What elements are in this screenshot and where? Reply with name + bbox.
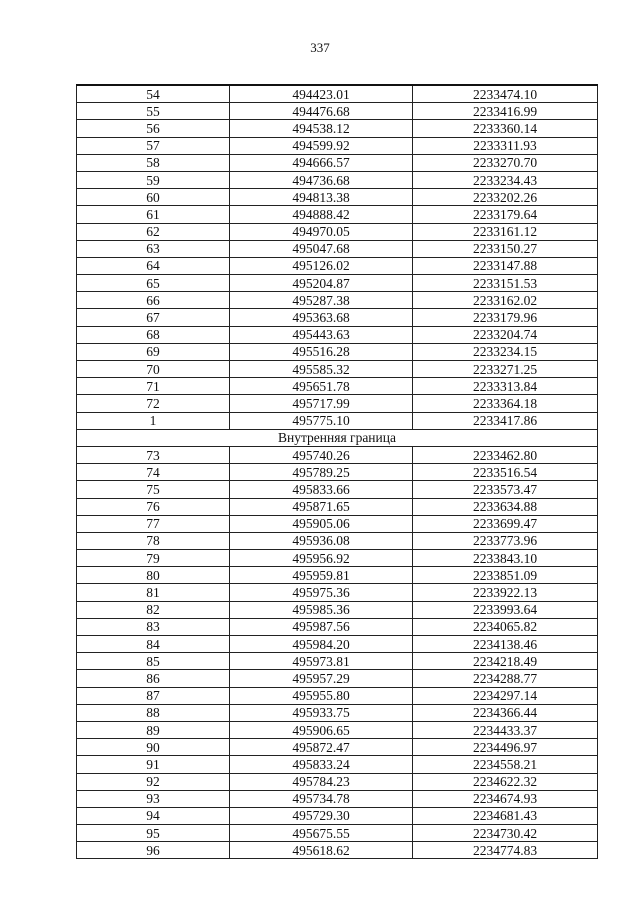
- x-coordinate-cell: 495833.66: [230, 481, 413, 498]
- point-number-cell: 64: [77, 257, 230, 274]
- section-title: Внутренняя граница: [77, 429, 598, 446]
- table-row: [77, 825, 598, 842]
- x-coordinate-cell: 494736.68: [230, 171, 413, 188]
- x-coordinate-cell: 495651.78: [230, 378, 413, 395]
- y-coordinate-cell: 2234433.37: [413, 721, 598, 738]
- point-number-cell: 74: [77, 464, 230, 481]
- table-row: [77, 773, 598, 790]
- table-row: [77, 378, 598, 395]
- y-coordinate-cell: 2234288.77: [413, 670, 598, 687]
- point-number-cell: 73: [77, 446, 230, 463]
- y-coordinate-cell: 2233851.09: [413, 567, 598, 584]
- y-coordinate-cell: 2233311.93: [413, 137, 598, 154]
- point-number-cell: 78: [77, 532, 230, 549]
- x-coordinate-cell: 495740.26: [230, 446, 413, 463]
- point-number-cell: 57: [77, 137, 230, 154]
- point-number-cell: 67: [77, 309, 230, 326]
- table-row: [77, 292, 598, 309]
- y-coordinate-cell: 2233516.54: [413, 464, 598, 481]
- table-row: [77, 120, 598, 137]
- y-coordinate-cell: 2234496.97: [413, 739, 598, 756]
- y-coordinate-cell: 2234674.93: [413, 790, 598, 807]
- x-coordinate-cell: 494813.38: [230, 189, 413, 206]
- y-coordinate-cell: 2233364.18: [413, 395, 598, 412]
- x-coordinate-cell: 495775.10: [230, 412, 413, 429]
- x-coordinate-cell: 495734.78: [230, 790, 413, 807]
- point-number-cell: 68: [77, 326, 230, 343]
- y-coordinate-cell: 2233150.27: [413, 240, 598, 257]
- point-number-cell: 86: [77, 670, 230, 687]
- table-row: [77, 721, 598, 738]
- y-coordinate-cell: 2233922.13: [413, 584, 598, 601]
- point-number-cell: 92: [77, 773, 230, 790]
- y-coordinate-cell: 2233179.96: [413, 309, 598, 326]
- table-row: [77, 154, 598, 171]
- table-row: [77, 395, 598, 412]
- table-row: [77, 515, 598, 532]
- x-coordinate-cell: 495618.62: [230, 842, 413, 859]
- table-row: [77, 223, 598, 240]
- x-coordinate-cell: 495906.65: [230, 721, 413, 738]
- y-coordinate-cell: 2233474.10: [413, 85, 598, 103]
- y-coordinate-cell: 2233417.86: [413, 412, 598, 429]
- table-row: [77, 670, 598, 687]
- table-row: [77, 309, 598, 326]
- point-number-cell: 81: [77, 584, 230, 601]
- y-coordinate-cell: 2234297.14: [413, 687, 598, 704]
- x-coordinate-cell: 495975.36: [230, 584, 413, 601]
- y-coordinate-cell: 2233151.53: [413, 275, 598, 292]
- table-row: [77, 446, 598, 463]
- y-coordinate-cell: 2233462.80: [413, 446, 598, 463]
- x-coordinate-cell: 495047.68: [230, 240, 413, 257]
- point-number-cell: 90: [77, 739, 230, 756]
- table-row: [77, 653, 598, 670]
- point-number-cell: 82: [77, 601, 230, 618]
- coordinates-table-body: [77, 85, 598, 859]
- table-row: [77, 275, 598, 292]
- y-coordinate-cell: 2233179.64: [413, 206, 598, 223]
- y-coordinate-cell: 2234622.32: [413, 773, 598, 790]
- y-coordinate-cell: 2233234.43: [413, 171, 598, 188]
- table-row: [77, 326, 598, 343]
- point-number-cell: 66: [77, 292, 230, 309]
- table-row: [77, 584, 598, 601]
- y-coordinate-cell: 2233162.02: [413, 292, 598, 309]
- x-coordinate-cell: 495872.47: [230, 739, 413, 756]
- point-number-cell: 75: [77, 481, 230, 498]
- x-coordinate-cell: 495984.20: [230, 636, 413, 653]
- y-coordinate-cell: 2233773.96: [413, 532, 598, 549]
- point-number-cell: 76: [77, 498, 230, 515]
- x-coordinate-cell: 495516.28: [230, 343, 413, 360]
- y-coordinate-cell: 2234218.49: [413, 653, 598, 670]
- point-number-cell: 88: [77, 704, 230, 721]
- point-number-cell: 96: [77, 842, 230, 859]
- table-row: [77, 85, 598, 103]
- point-number-cell: 94: [77, 807, 230, 824]
- x-coordinate-cell: 495987.56: [230, 618, 413, 635]
- page-number: 337: [310, 40, 330, 55]
- table-row: [77, 361, 598, 378]
- table-row: [77, 240, 598, 257]
- point-number-cell: 63: [77, 240, 230, 257]
- table-row: [77, 550, 598, 567]
- y-coordinate-cell: 2233202.26: [413, 189, 598, 206]
- table-row: [77, 257, 598, 274]
- x-coordinate-cell: 494666.57: [230, 154, 413, 171]
- x-coordinate-cell: 495959.81: [230, 567, 413, 584]
- y-coordinate-cell: 2234138.46: [413, 636, 598, 653]
- table-row: [77, 532, 598, 549]
- point-number-cell: 1: [77, 412, 230, 429]
- y-coordinate-cell: 2233204.74: [413, 326, 598, 343]
- section-row: [77, 429, 598, 446]
- x-coordinate-cell: 494476.68: [230, 103, 413, 120]
- point-number-cell: 55: [77, 103, 230, 120]
- table-row: [77, 687, 598, 704]
- x-coordinate-cell: 495957.29: [230, 670, 413, 687]
- y-coordinate-cell: 2234366.44: [413, 704, 598, 721]
- table-row: [77, 739, 598, 756]
- table-row: [77, 790, 598, 807]
- point-number-cell: 59: [77, 171, 230, 188]
- y-coordinate-cell: 2233161.12: [413, 223, 598, 240]
- x-coordinate-cell: 495729.30: [230, 807, 413, 824]
- point-number-cell: 84: [77, 636, 230, 653]
- y-coordinate-cell: 2233360.14: [413, 120, 598, 137]
- table-row: [77, 704, 598, 721]
- x-coordinate-cell: 495973.81: [230, 653, 413, 670]
- y-coordinate-cell: 2233147.88: [413, 257, 598, 274]
- table-row: [77, 636, 598, 653]
- x-coordinate-cell: 495363.68: [230, 309, 413, 326]
- y-coordinate-cell: 2233270.70: [413, 154, 598, 171]
- y-coordinate-cell: 2234065.82: [413, 618, 598, 635]
- table-row: [77, 567, 598, 584]
- x-coordinate-cell: 495955.80: [230, 687, 413, 704]
- table-row: [77, 842, 598, 859]
- y-coordinate-cell: 2234730.42: [413, 825, 598, 842]
- table-row: [77, 756, 598, 773]
- x-coordinate-cell: 495871.65: [230, 498, 413, 515]
- coordinates-table: [76, 84, 598, 859]
- table-row: [77, 601, 598, 618]
- x-coordinate-cell: 495675.55: [230, 825, 413, 842]
- y-coordinate-cell: 2234774.83: [413, 842, 598, 859]
- point-number-cell: 71: [77, 378, 230, 395]
- table-row: [77, 464, 598, 481]
- y-coordinate-cell: 2234558.21: [413, 756, 598, 773]
- point-number-cell: 72: [77, 395, 230, 412]
- point-number-cell: 91: [77, 756, 230, 773]
- x-coordinate-cell: 495287.38: [230, 292, 413, 309]
- x-coordinate-cell: 494970.05: [230, 223, 413, 240]
- y-coordinate-cell: 2234681.43: [413, 807, 598, 824]
- point-number-cell: 60: [77, 189, 230, 206]
- point-number-cell: 89: [77, 721, 230, 738]
- x-coordinate-cell: 495585.32: [230, 361, 413, 378]
- y-coordinate-cell: 2233634.88: [413, 498, 598, 515]
- x-coordinate-cell: 494538.12: [230, 120, 413, 137]
- point-number-cell: 54: [77, 85, 230, 103]
- y-coordinate-cell: 2233234.15: [413, 343, 598, 360]
- point-number-cell: 93: [77, 790, 230, 807]
- table-row: [77, 103, 598, 120]
- point-number-cell: 61: [77, 206, 230, 223]
- x-coordinate-cell: 494423.01: [230, 85, 413, 103]
- point-number-cell: 87: [77, 687, 230, 704]
- point-number-cell: 69: [77, 343, 230, 360]
- x-coordinate-cell: 494599.92: [230, 137, 413, 154]
- table-row: [77, 206, 598, 223]
- table-row: [77, 343, 598, 360]
- point-number-cell: 95: [77, 825, 230, 842]
- table-row: [77, 807, 598, 824]
- x-coordinate-cell: 495905.06: [230, 515, 413, 532]
- table-row: [77, 412, 598, 429]
- y-coordinate-cell: 2233699.47: [413, 515, 598, 532]
- y-coordinate-cell: 2233313.84: [413, 378, 598, 395]
- x-coordinate-cell: 495789.25: [230, 464, 413, 481]
- table-row: [77, 481, 598, 498]
- x-coordinate-cell: 495126.02: [230, 257, 413, 274]
- x-coordinate-cell: 495956.92: [230, 550, 413, 567]
- table-row: [77, 189, 598, 206]
- table-row: [77, 618, 598, 635]
- point-number-cell: 62: [77, 223, 230, 240]
- x-coordinate-cell: 495985.36: [230, 601, 413, 618]
- y-coordinate-cell: 2233573.47: [413, 481, 598, 498]
- point-number-cell: 80: [77, 567, 230, 584]
- point-number-cell: 70: [77, 361, 230, 378]
- point-number-cell: 83: [77, 618, 230, 635]
- point-number-cell: 56: [77, 120, 230, 137]
- x-coordinate-cell: 495784.23: [230, 773, 413, 790]
- y-coordinate-cell: 2233993.64: [413, 601, 598, 618]
- table-row: [77, 498, 598, 515]
- point-number-cell: 58: [77, 154, 230, 171]
- y-coordinate-cell: 2233843.10: [413, 550, 598, 567]
- x-coordinate-cell: 495933.75: [230, 704, 413, 721]
- table-row: [77, 137, 598, 154]
- point-number-cell: 65: [77, 275, 230, 292]
- x-coordinate-cell: 495204.87: [230, 275, 413, 292]
- point-number-cell: 85: [77, 653, 230, 670]
- y-coordinate-cell: 2233271.25: [413, 361, 598, 378]
- x-coordinate-cell: 495936.08: [230, 532, 413, 549]
- x-coordinate-cell: 494888.42: [230, 206, 413, 223]
- x-coordinate-cell: 495717.99: [230, 395, 413, 412]
- point-number-cell: 77: [77, 515, 230, 532]
- table-row: [77, 171, 598, 188]
- point-number-cell: 79: [77, 550, 230, 567]
- x-coordinate-cell: 495833.24: [230, 756, 413, 773]
- y-coordinate-cell: 2233416.99: [413, 103, 598, 120]
- x-coordinate-cell: 495443.63: [230, 326, 413, 343]
